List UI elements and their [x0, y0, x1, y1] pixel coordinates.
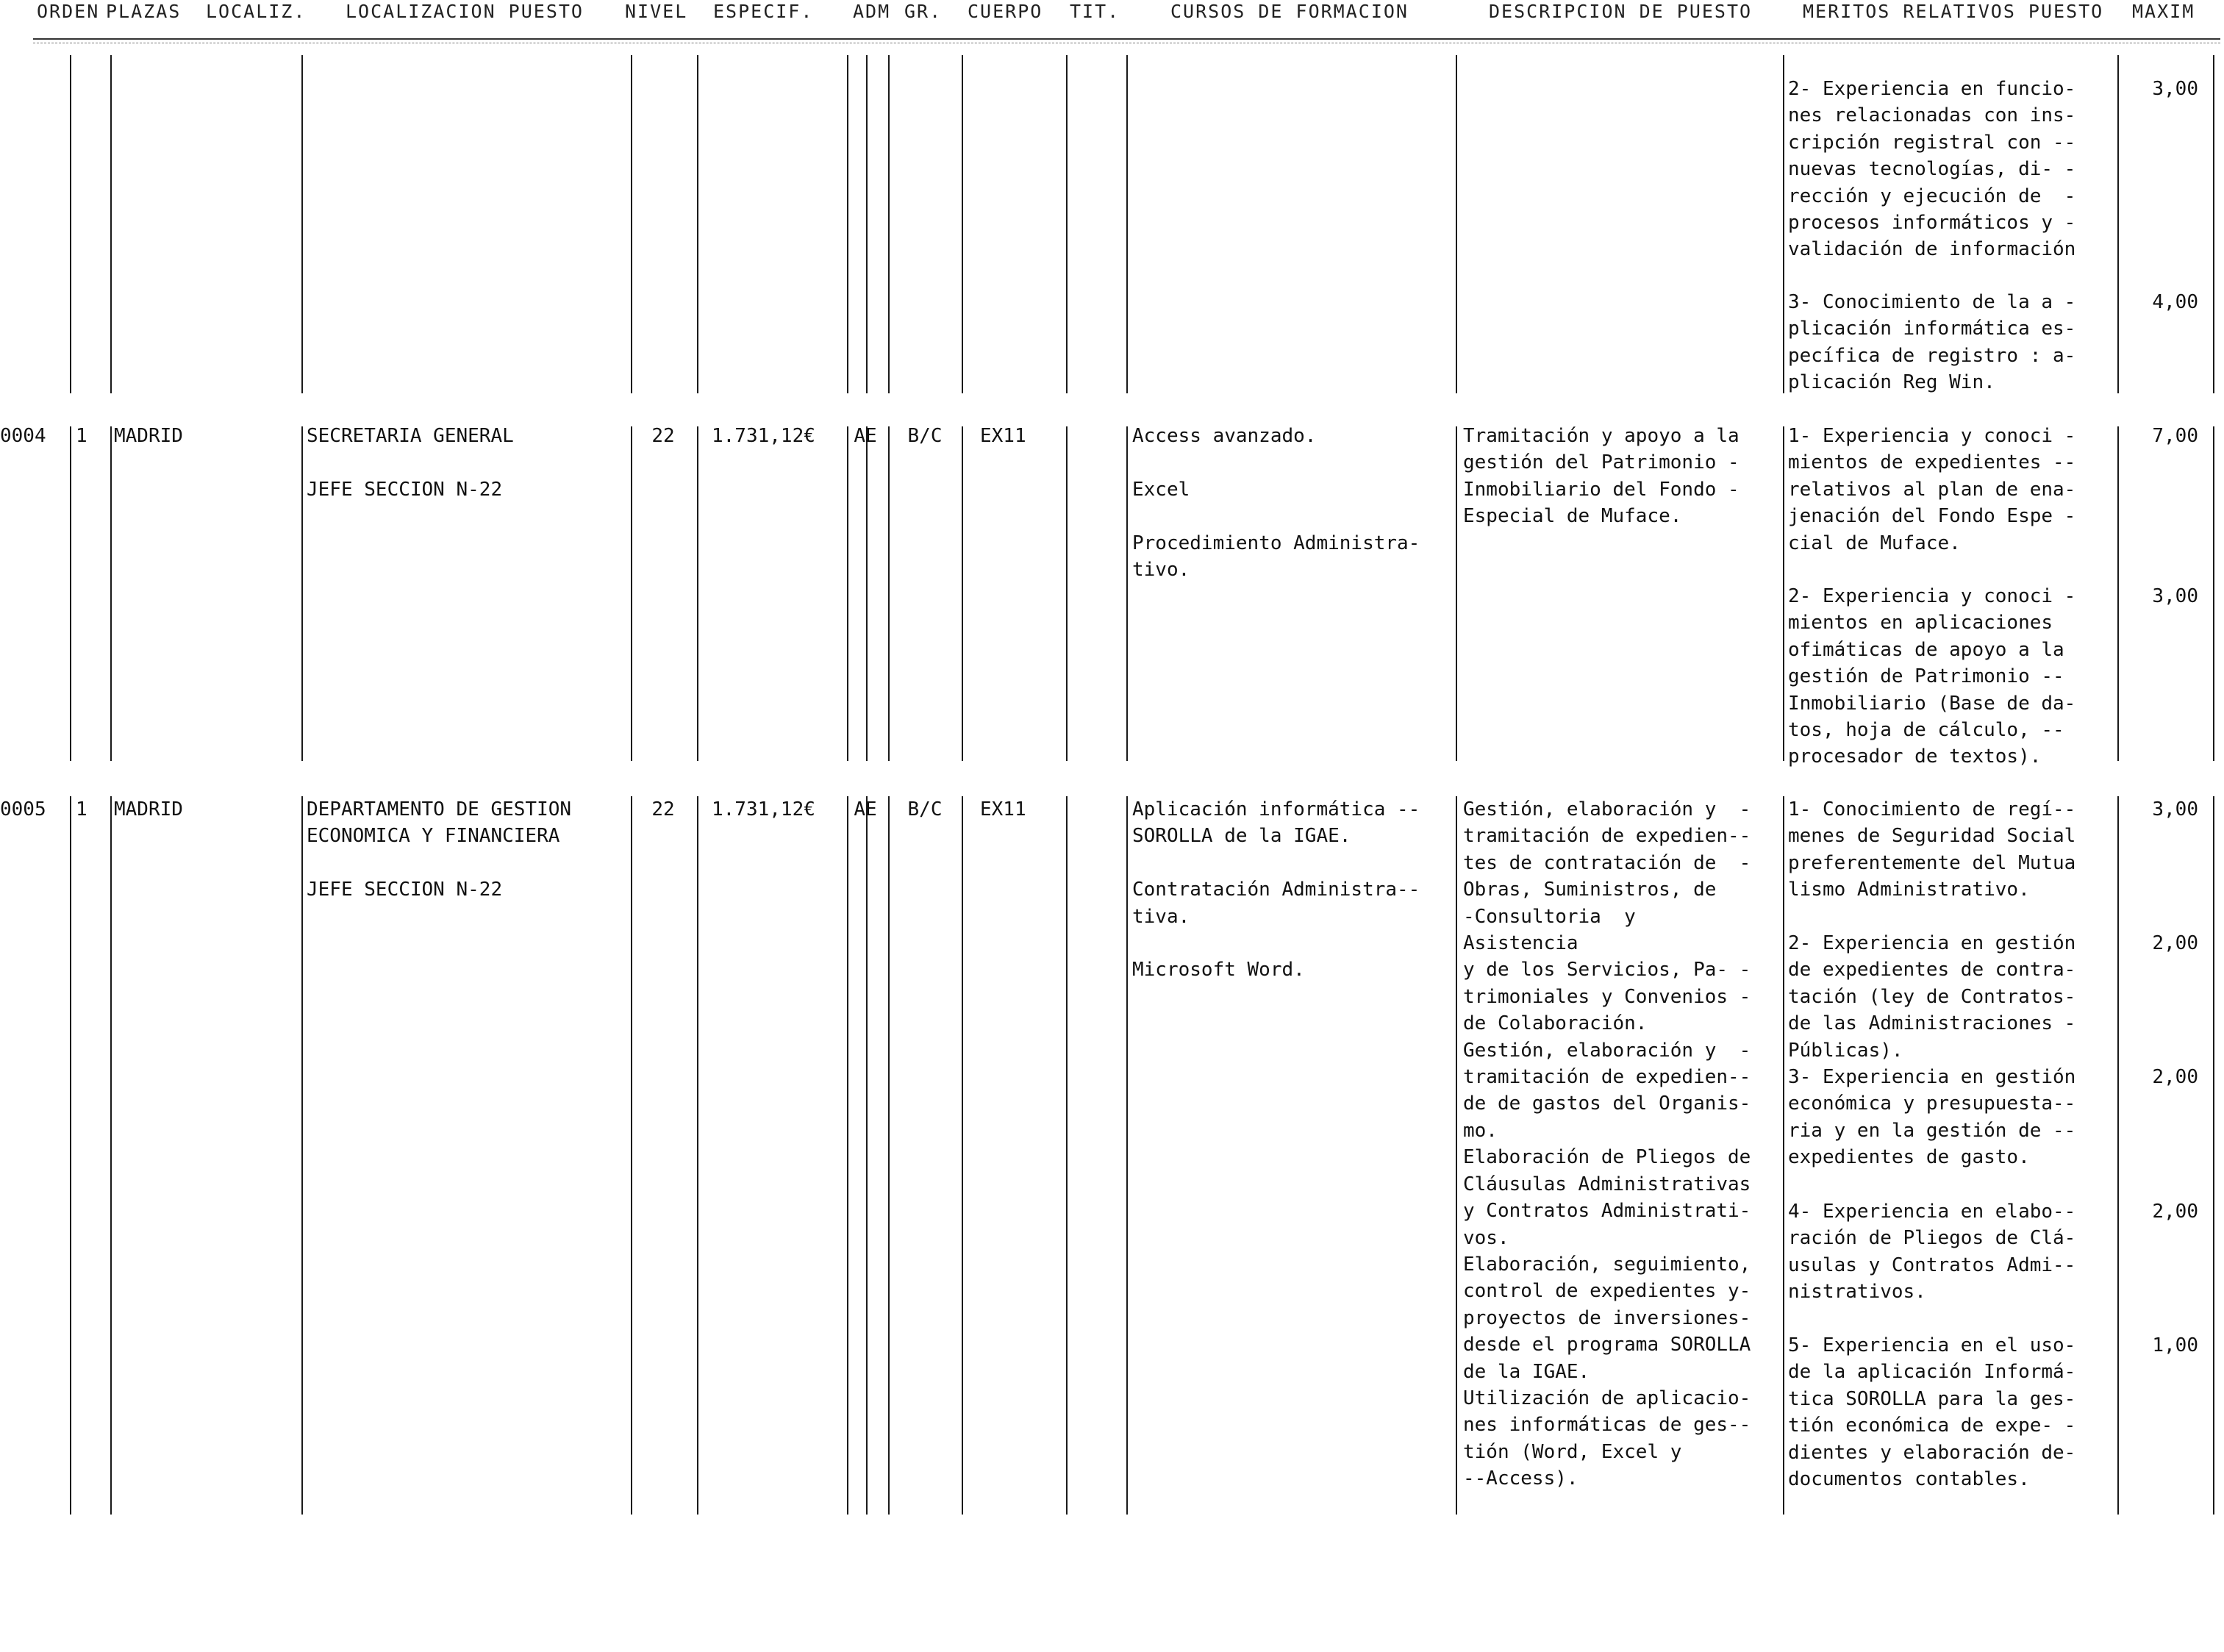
header-cuerpo: CUERPO — [968, 1, 1043, 22]
column-rule — [1066, 55, 1068, 393]
header-plazas: PLAZAS — [106, 1, 182, 22]
column-rule — [1783, 426, 1784, 761]
merito-max: 1,00 — [2152, 1334, 2198, 1356]
column-rule — [70, 426, 71, 761]
row-localizacion: DEPARTAMENTO DE GESTION ECONOMICA Y FINANCIERA JEFE SECCION N-22 — [307, 798, 572, 901]
row-nivel: 22 — [651, 425, 675, 447]
merito-text: 4- Experiencia en elabo-- ración de Pliegos de Clá- usulas y Contratos Admi-- nistrativos. — [1788, 1201, 2076, 1304]
column-rule — [697, 796, 698, 1515]
header-nivel: NIVEL — [625, 1, 688, 22]
column-rule — [1126, 796, 1128, 1515]
column-rule — [2213, 426, 2214, 761]
column-rule — [1456, 796, 1457, 1515]
header-especif: ESPECIF. — [713, 1, 814, 22]
column-rule — [697, 426, 698, 761]
column-rule — [866, 55, 868, 393]
column-rule — [110, 426, 112, 761]
column-rule — [631, 426, 632, 761]
column-rule — [1126, 55, 1128, 393]
row-nivel: 22 — [651, 798, 675, 820]
column-rule — [888, 55, 890, 393]
merito-text: 2- Experiencia en gestión de expedientes de contra- tación (ley de Contratos- de las Administraciones - Públicas). — [1788, 932, 2076, 1062]
row-localizacion: SECRETARIA GENERAL JEFE SECCION N-22 — [307, 425, 514, 501]
column-rule — [631, 55, 632, 393]
header-adm: ADM — [853, 1, 891, 22]
header-meritos: MERITOS RELATIVOS PUESTO — [1803, 1, 2104, 22]
header-localizacion-puesto: LOCALIZACION PUESTO — [346, 1, 584, 22]
merito-max: 2,00 — [2152, 932, 2198, 954]
column-rule — [110, 796, 112, 1515]
row-especif: 1.731,12€ — [712, 798, 815, 820]
column-rule — [70, 55, 71, 393]
merito-max: 3,00 — [2152, 798, 2198, 820]
column-rule — [888, 426, 890, 761]
row-orden: 0004 — [0, 425, 46, 447]
merito-text: 3- Experiencia en gestión económica y presupuesta-- ria y en la gestión de -- expedientes de gasto. — [1788, 1066, 2076, 1169]
column-rule — [631, 796, 632, 1515]
column-rule — [301, 55, 303, 393]
column-rule — [1783, 796, 1784, 1515]
column-rule — [962, 55, 963, 393]
row-localiz: MADRID — [114, 798, 183, 820]
row-cursos: Access avanzado. Excel Procedimiento Administra- tivo. — [1132, 425, 1420, 582]
row-gr: B/C — [907, 798, 943, 820]
row-gr: B/C — [907, 425, 943, 447]
row-cuerpo: EX11 — [980, 798, 1026, 820]
header-maxim: MAXIM — [2132, 1, 2195, 22]
merito-text: 1- Conocimiento de regí-- menes de Seguridad Social preferentemente del Mutua lismo Administrativo. — [1788, 798, 2076, 901]
row-cuerpo: EX11 — [980, 425, 1026, 447]
row-descripcion: Tramitación y apoyo a la gestión del Patrimonio - Inmobiliario del Fondo - Especial de Muface. — [1463, 425, 1739, 528]
merito-max: 2,00 — [2152, 1066, 2198, 1088]
column-rule — [70, 796, 71, 1515]
column-rule — [2213, 796, 2214, 1515]
merito-max: 7,00 — [2152, 425, 2198, 447]
merito-max: 3,00 — [2152, 585, 2198, 607]
column-rule — [301, 426, 303, 761]
column-rule — [962, 796, 963, 1515]
header-gr: GR. — [904, 1, 943, 22]
column-rule — [1456, 426, 1457, 761]
column-rule — [697, 55, 698, 393]
merito-text: 2- Experiencia en funcio- nes relacionadas con ins- cripción registral con -- nuevas tecnologías, di- - rección y ejecución de - procesos informáticos y - validación de información — [1788, 78, 2076, 261]
column-rule — [301, 796, 303, 1515]
header-orden: ORDEN — [37, 1, 100, 22]
column-rule — [1066, 426, 1068, 761]
row-adm: AE — [854, 425, 877, 447]
column-rule — [866, 426, 868, 761]
column-rule — [888, 796, 890, 1515]
column-rule — [847, 55, 848, 393]
column-rule — [847, 796, 848, 1515]
merito-max: 3,00 — [2152, 78, 2198, 100]
row-orden: 0005 — [0, 798, 46, 820]
header-tit: TIT. — [1070, 1, 1120, 22]
column-rule — [847, 426, 848, 761]
header-rule — [33, 38, 2220, 40]
row-plazas: 1 — [76, 798, 87, 820]
merito-text: 2- Experiencia y conoci - mientos en aplicaciones ofimáticas de apoyo a la gestión de Patrimonio -- Inmobiliario (Base de da- tos, hoja de cálculo, -- procesador de textos). — [1788, 585, 2076, 768]
header-localiz: LOCALIZ. — [206, 1, 307, 22]
row-descripcion: Gestión, elaboración y - tramitación de expedien-- tes de contratación de - Obras, Suministros, de -Consultoria y Asistencia y de los Servicios, Pa- - trimoniales y Convenios - de Colaboración. Gestión, elaboración y - tramitación de expedien-- de de gastos del Organis- mo. Elaboración de Pliegos de Cláusulas Administrativas y Contratos Administrati- vos. Elaboración, seguimiento, control de expedientes y- proyectos de inversiones- desde el programa SOROLLA de la IGAE. Utilización de aplicacio- nes informáticas de ges-- tión (Word, Excel y --Access). — [1463, 798, 1751, 1490]
row-especif: 1.731,12€ — [712, 425, 815, 447]
column-rule — [1456, 55, 1457, 393]
row-adm: AE — [854, 798, 877, 820]
column-rule — [1066, 796, 1068, 1515]
merito-text: 5- Experiencia en el uso- de la aplicación Informá- tica SOROLLA para la ges- tión económica de expe- - dientes y elaboración de- documentos contables. — [1788, 1334, 2076, 1491]
merito-text: 1- Experiencia y conoci - mientos de expedientes -- relativos al plan de ena- jenación del Fondo Espe - cial de Muface. — [1788, 425, 2076, 554]
column-rule — [110, 55, 112, 393]
merito-max: 2,00 — [2152, 1201, 2198, 1223]
column-rule — [962, 426, 963, 761]
column-rule — [2213, 55, 2214, 393]
column-rule — [1126, 426, 1128, 761]
header-descripcion: DESCRIPCION DE PUESTO — [1489, 1, 1753, 22]
column-rule — [866, 796, 868, 1515]
merito-text: 3- Conocimiento de la a - plicación informática es- pecífica de registro : a- plicación Reg Win. — [1788, 291, 2076, 394]
header-cursos: CURSOS DE FORMACION — [1170, 1, 1409, 22]
column-rule — [1783, 55, 1784, 393]
row-plazas: 1 — [76, 425, 87, 447]
row-cursos: Aplicación informática -- SOROLLA de la IGAE. Contratación Administra-- tiva. Microsoft Word. — [1132, 798, 1420, 981]
merito-max: 4,00 — [2152, 291, 2198, 313]
row-localiz: MADRID — [114, 425, 183, 447]
